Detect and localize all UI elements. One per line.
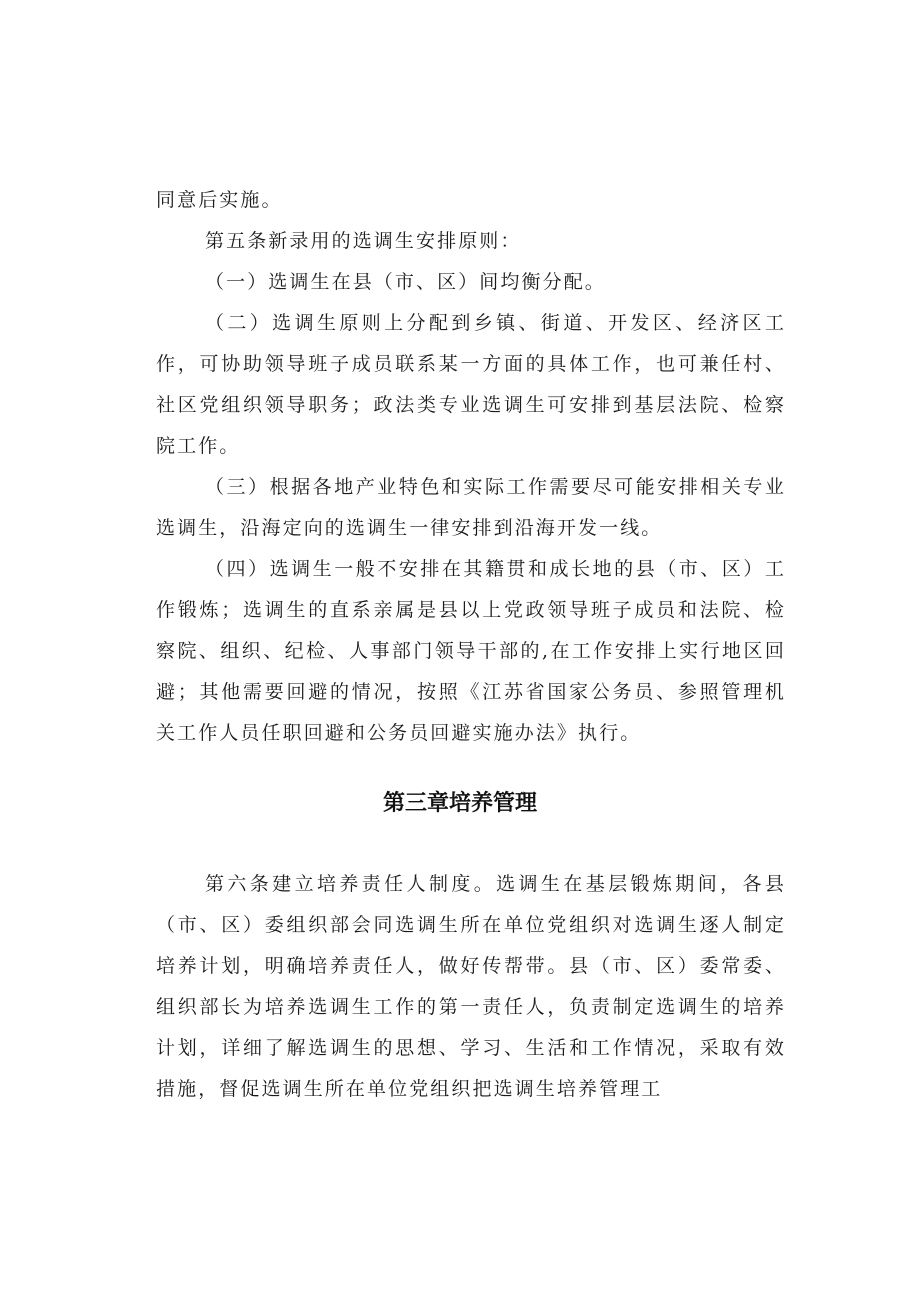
paragraph-continuation: 同意后实施。 — [156, 189, 283, 211]
chapter-heading: 第三章培养管理 — [382, 791, 537, 816]
article-5-item-3: （三）根据各地产业特色和实际工作需要尽可能安排相关专业选调生，沿海定向的选调生一律安排到沿海开发一线。 — [156, 476, 786, 539]
article-5-item-1: （一）选调生在县（市、区）间均衡分配。 — [205, 271, 606, 293]
article-6-paragraph: 第六条建立培养责任人制度。选调生在基层锻炼期间，各县（市、区）委组织部会同选调生所在单位党组织对选调生逐人制定培养计划，明确培养责任人，做好传帮带。县（市、区）委常委、组织部长为培养选调生工作的第一责任人，负责制定选调生的培养计划，详细了解选调生的思想、学习、生活和工作情况，采取有效措施，督促选调生所在单位党组织把选调生培养管理工 — [156, 873, 786, 1100]
article-5-item-4: （四）选调生一般不安排在其籍贯和成长地的县（市、区）工作锻炼；选调生的直系亲属是县以上党政领导班子成员和法院、检察院、组织、纪检、人事部门领导干部的,在工作安排上实行地区回避；其他需要回避的情况，按照《江苏省国家公务员、参照管理机关工作人员任职回避和公务员回避实施办法》执行。 — [156, 558, 786, 744]
article-5-item-2: （二）选调生原则上分配到乡镇、街道、开发区、经济区工作，可协助领导班子成员联系某一方面的具体工作，也可兼任村、社区党组织领导职务；政法类专业选调生可安排到基层法院、检察院工作。 — [156, 312, 786, 457]
article-5-title: 第五条新录用的选调生安排原则： — [205, 230, 522, 252]
